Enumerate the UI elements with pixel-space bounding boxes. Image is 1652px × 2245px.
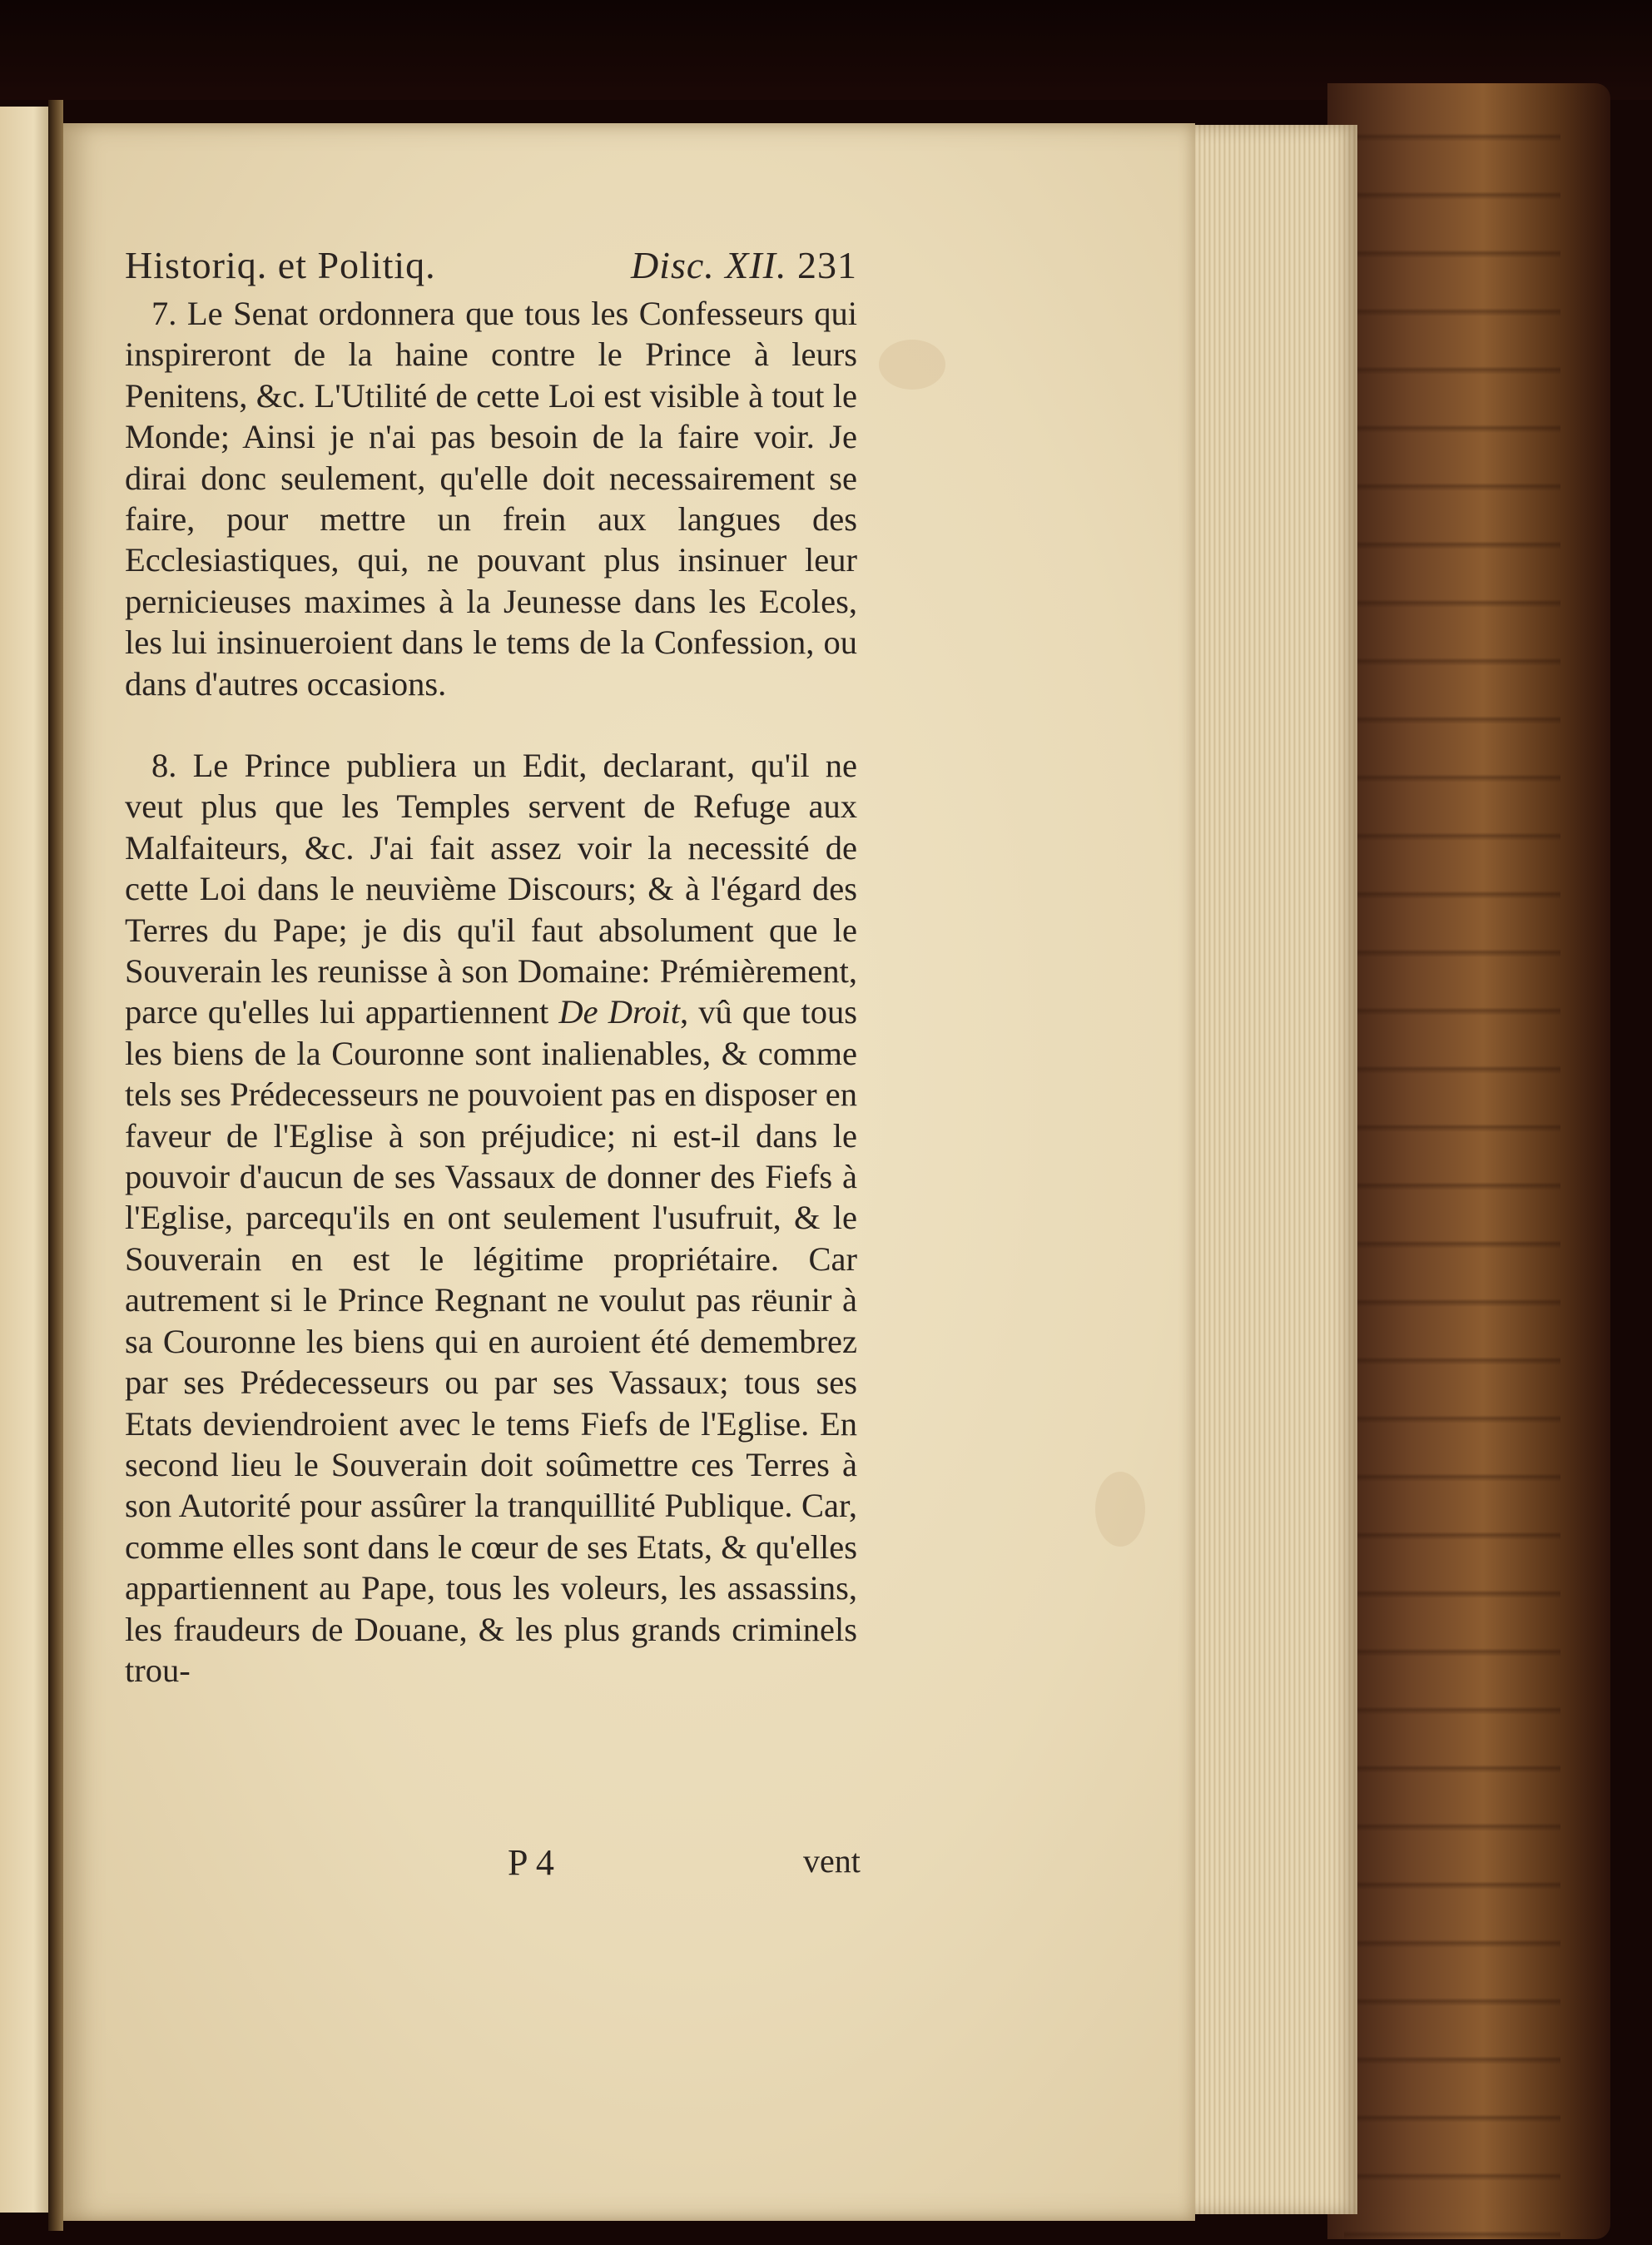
running-head-title: Historiq. et Politiq. — [125, 244, 436, 286]
paragraph-7: 7. Le Senat ordonnera que tous les Confesseurs qui inspireront de la haine contre le Prince à leurs Penitens, &c. L'Utilité de cette Loi est visible à tout le Monde; Ainsi je n'ai pas besoin de la faire voir. Je dirai donc seulement, qu'elle doit necessairement se faire, pour mettre un frein aux langues des Ecclesiastiques, qui, ne pouvant plus insinuer leur pernicieuses maximes à la Jeunesse dans les Ecoles, les lui insinueroient dans le tems de la Confession, ou dans d'autres occasions. — [125, 295, 857, 703]
paragraph-8-italic: De Droit — [558, 993, 680, 1031]
foxing-spot — [1095, 1472, 1145, 1547]
foxing-spot — [879, 340, 945, 390]
paragraph-8-part-1: 8. Le Prince publiera un Edit, declarant, qu'il ne veut plus que les Temples servent de Refuge aux Malfaiteurs, &c. J'ai fait assez voir la necessité de cette Loi dans le neuvième Discours; & à l'égard des Terres du Pape; je dis qu'il faut absolument que le Souverain les reunisse à son Domaine: Prémièrement, parce qu'elles lui appartiennent — [125, 747, 857, 1031]
signature-mark: P 4 — [508, 1842, 554, 1883]
page-fore-edge — [1188, 125, 1357, 2214]
running-head-discourse: Disc. XII. — [630, 244, 787, 286]
page-number: 231 — [797, 244, 857, 286]
running-head — [125, 243, 857, 293]
catchword: vent — [803, 1842, 861, 1880]
cover-texture — [1344, 83, 1560, 2239]
facing-page-edge — [0, 107, 52, 2213]
book-gutter — [48, 100, 63, 2231]
paragraph-8 — [125, 745, 857, 1691]
paragraph-8-part-2: , vû que tous les biens de la Couronne sont inalienables, & comme tels ses Prédecesseurs ne pouvoient pas en disposer en faveur de l'Eglise à son préjudice; ni est-il dans le pouvoir d'aucun de ses Vassaux de donner des Fiefs à l'Eglise, parcequ'ils en ont seulement l'usufruit, & le Souverain en est le légitime propriétaire. Car autrement si le Prince Regnant ne voulut pas rëunir à sa Couronne les biens qui en auroient été demembrez par ses Prédecesseurs ou par ses Vassaux; tous ses Etats deviendroient avec le tems Fiefs de l'Eglise. En second lieu le Souverain doit soûmettre ces Terres à son Autorité pour assûrer la tranquillité Publique. Car, comme elles sont dans le cœur de ses Etats, & qu'elles appartiennent au Pape, tous les voleurs, les assassins, les fraudeurs de Douane, & les plus grands criminels trou- — [125, 993, 858, 1689]
